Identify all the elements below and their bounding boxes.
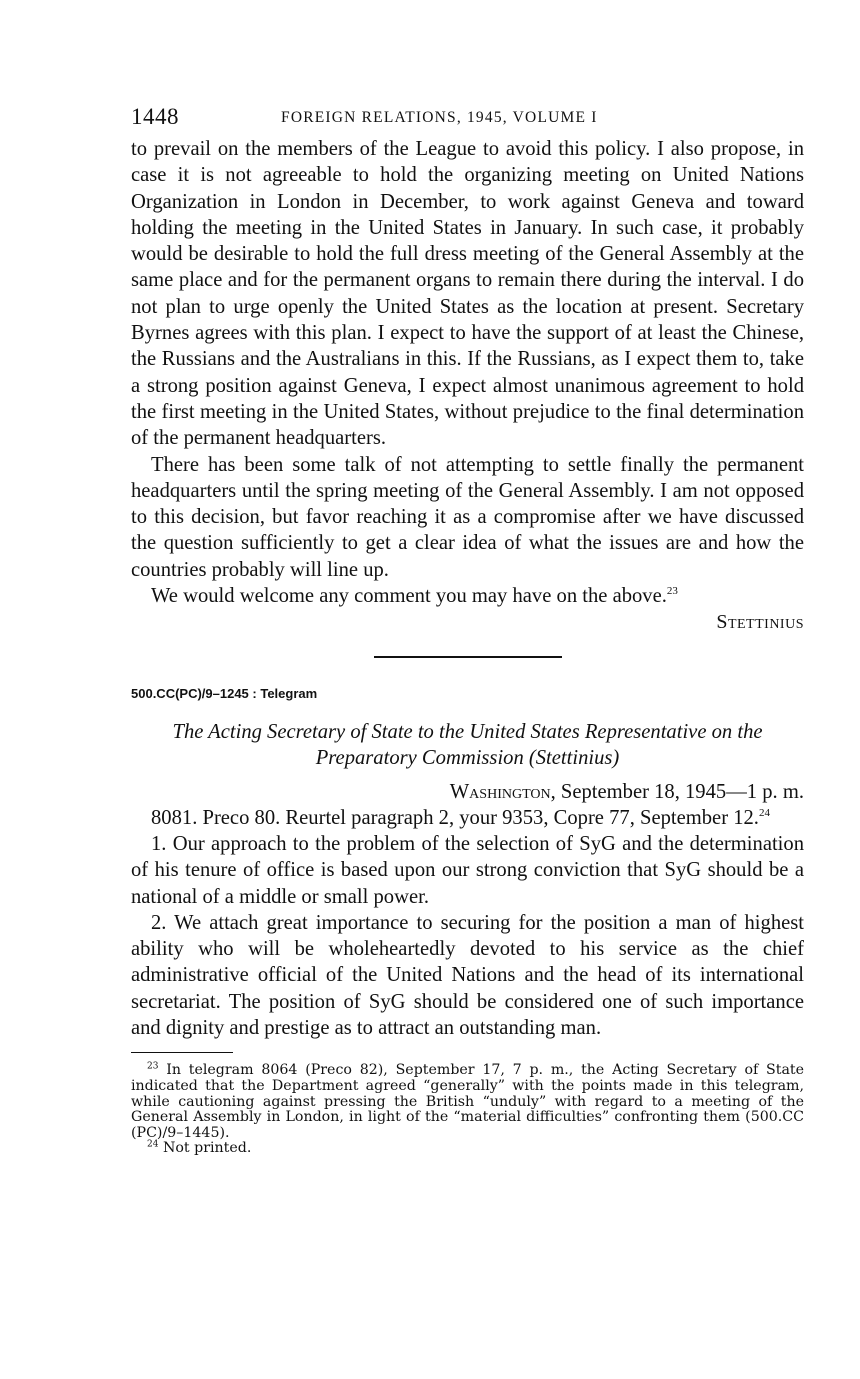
footnote-24 bbox=[131, 1141, 804, 1157]
footnote-reference-23: 23 bbox=[666, 585, 678, 598]
continuation-paragraph-1: to prevail on the members of the League to avoid this policy. I also propose, in case it is not agreeable to hold the organizing meeting on United Nations Organization in London in December, to work against Geneva and toward holding the meeting in the United States in January. In such case, it probably would be desirable to hold the full dress meeting of the General Assembly at the same place and for the permanent organs to remain there during the interval. I do not plan to urge openly the United States as the location at present. Secretary Byrnes agrees with this plan. I expect to have the support of at least the Chinese, the Russians and the Australians in this. If the Russians, as I expect them to, take a strong position against Geneva, I expect almost unanimous agreement to hold the first meeting in the United States, without prejudice to the final determination of the permanent headquarters. bbox=[131, 138, 804, 450]
section-divider bbox=[374, 656, 562, 658]
telegram-paragraph-2: 1. Our approach to the problem of the selection of SyG and the determination of his tenure of office is based upon our strong conviction that SyG should be a national of a middle or small power. bbox=[131, 832, 804, 908]
telegram-paragraph-3: 2. We attach great importance to securing for the position a man of highest ability who will be wholeheartedly devoted to his service as the chief administrative official of the United Nations and the head of its international secretariat. The position of SyG should be considered one of such importance and dignity and prestige as to attract an outstanding man. bbox=[131, 911, 804, 1040]
document-file-id: 500.CC(PC)/9–1245 : Telegram bbox=[131, 686, 318, 702]
dateline-date: , September 18, 1945—1 p. m. bbox=[550, 780, 804, 803]
footnote-text: Not printed. bbox=[162, 1140, 252, 1157]
document-title: The Acting Secretary of State to the United States Representative on the Preparatory Commission (Stettinius) bbox=[172, 720, 763, 769]
running-head bbox=[131, 104, 804, 136]
dateline-place: Washington bbox=[449, 780, 551, 803]
continuation-paragraph-3 bbox=[131, 583, 804, 609]
paragraph-text: 8081. Preco 80. Reurtel paragraph 2, your 9353, Copre 77, September 12. bbox=[151, 806, 759, 829]
running-head-title: FOREIGN RELATIONS, 1945, VOLUME I bbox=[281, 109, 598, 126]
footnote-23 bbox=[131, 1063, 804, 1141]
telegram-paragraph-1 bbox=[131, 805, 804, 831]
dateline bbox=[131, 779, 804, 805]
footnote-text: In telegram 8064 (Preco 82), September 17, 7 p. m., the Acting Secretary of State indicated that the Department agreed “generally” with the points made in this telegram, while cautioning against pressing the British “unduly” with regard to a meeting of the General Assembly in London, in light of the “material difficulties” confronting them (500.CC (PC)/9–1445). bbox=[131, 1062, 804, 1141]
page-number: 1448 bbox=[131, 104, 179, 129]
footnote-mark: 23 bbox=[147, 1061, 159, 1072]
footnote-divider bbox=[131, 1052, 233, 1053]
continuation-paragraph-2: There has been some talk of not attempting to settle finally the permanent headquarters until the spring meeting of the General Assembly. I am not opposed to this decision, but favor reaching it as a compromise after we have discussed the question sufficiently to get a clear idea of what the issues are and how the countries probably will line up. bbox=[131, 453, 804, 581]
footnote-mark: 24 bbox=[147, 1139, 159, 1150]
paragraph-text: We would welcome any comment you may have on the above. bbox=[151, 585, 667, 608]
footnote-reference-24: 24 bbox=[758, 806, 770, 819]
document-page bbox=[131, 104, 804, 1157]
signature: Stettinius bbox=[716, 611, 804, 634]
